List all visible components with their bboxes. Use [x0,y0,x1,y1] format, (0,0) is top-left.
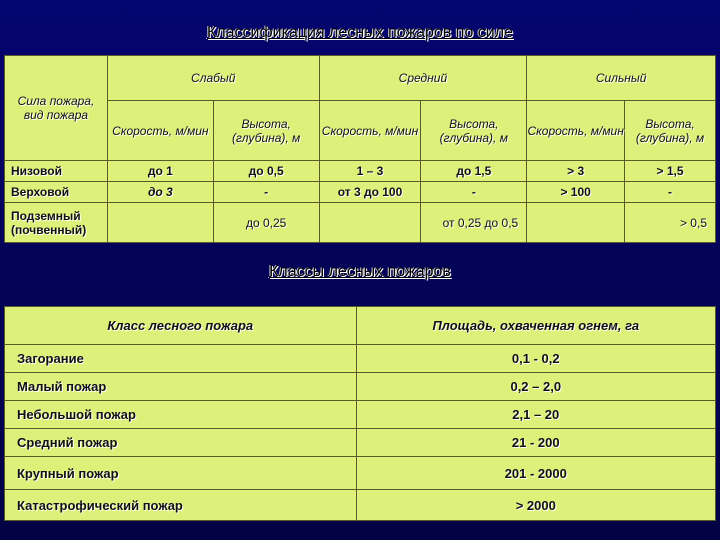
level-weak-header: Слабый [107,56,319,101]
fire-strength-table [4,55,716,243]
corner-header: Сила пожара, вид пожара [5,56,108,161]
level-header-row [5,56,716,101]
value-cell [527,203,625,243]
subheader-row [5,101,716,161]
table-row [5,490,716,521]
area-cell: 201 - 2000 [356,457,715,490]
subheader-height: Высота, (глубина), м [213,101,319,161]
class-name-cell: Малый пожар [5,373,357,401]
table-row [5,429,716,457]
table-row [5,345,716,373]
subheader-speed: Скорость, м/мин [319,101,421,161]
strength-table-title: Классификация лесных пожаров по силе [207,24,513,41]
level-strong-header: Сильный [527,56,716,101]
value-cell: до 3 [107,182,213,203]
value-cell: от 3 до 100 [319,182,421,203]
fire-type-cell: Верховой [5,182,108,203]
value-cell: до 0,5 [213,161,319,182]
classes-header-row [5,307,716,345]
table-row [5,401,716,429]
area-cell: > 2000 [356,490,715,521]
value-cell: - [625,182,716,203]
level-medium-header: Средний [319,56,527,101]
class-name-cell: Небольшой пожар [5,401,357,429]
class-name-cell: Средний пожар [5,429,357,457]
subheader-speed: Скорость, м/мин [107,101,213,161]
value-cell: до 0,25 [213,203,319,243]
class-name-cell: Крупный пожар [5,457,357,490]
value-cell: > 0,5 [625,203,716,243]
value-cell: - [421,182,527,203]
subheader-height: Высота, (глубина), м [421,101,527,161]
subheader-height: Высота, (глубина), м [625,101,716,161]
value-cell [107,203,213,243]
table-row [5,182,716,203]
fire-type-cell: Низовой [5,161,108,182]
table-row [5,457,716,490]
classes-table-title: Классы лесных пожаров [269,263,451,280]
area-column-header: Площадь, охваченная огнем, га [356,307,715,345]
value-cell: > 100 [527,182,625,203]
table-row [5,373,716,401]
value-cell: - [213,182,319,203]
area-cell: 2,1 – 20 [356,401,715,429]
area-cell: 0,1 - 0,2 [356,345,715,373]
value-cell: от 0,25 до 0,5 [421,203,527,243]
value-cell [319,203,421,243]
table-row [5,161,716,182]
table-row [5,203,716,243]
value-cell: > 3 [527,161,625,182]
area-cell: 0,2 – 2,0 [356,373,715,401]
class-column-header: Класс лесного пожара [5,307,357,345]
fire-classes-table [4,306,716,521]
fire-type-cell: Подземный (почвенный) [5,203,108,243]
value-cell: > 1,5 [625,161,716,182]
area-cell: 21 - 200 [356,429,715,457]
value-cell: до 1 [107,161,213,182]
class-name-cell: Загорание [5,345,357,373]
subheader-speed: Скорость, м/мин [527,101,625,161]
value-cell: 1 – 3 [319,161,421,182]
value-cell: до 1,5 [421,161,527,182]
class-name-cell: Катастрофический пожар [5,490,357,521]
